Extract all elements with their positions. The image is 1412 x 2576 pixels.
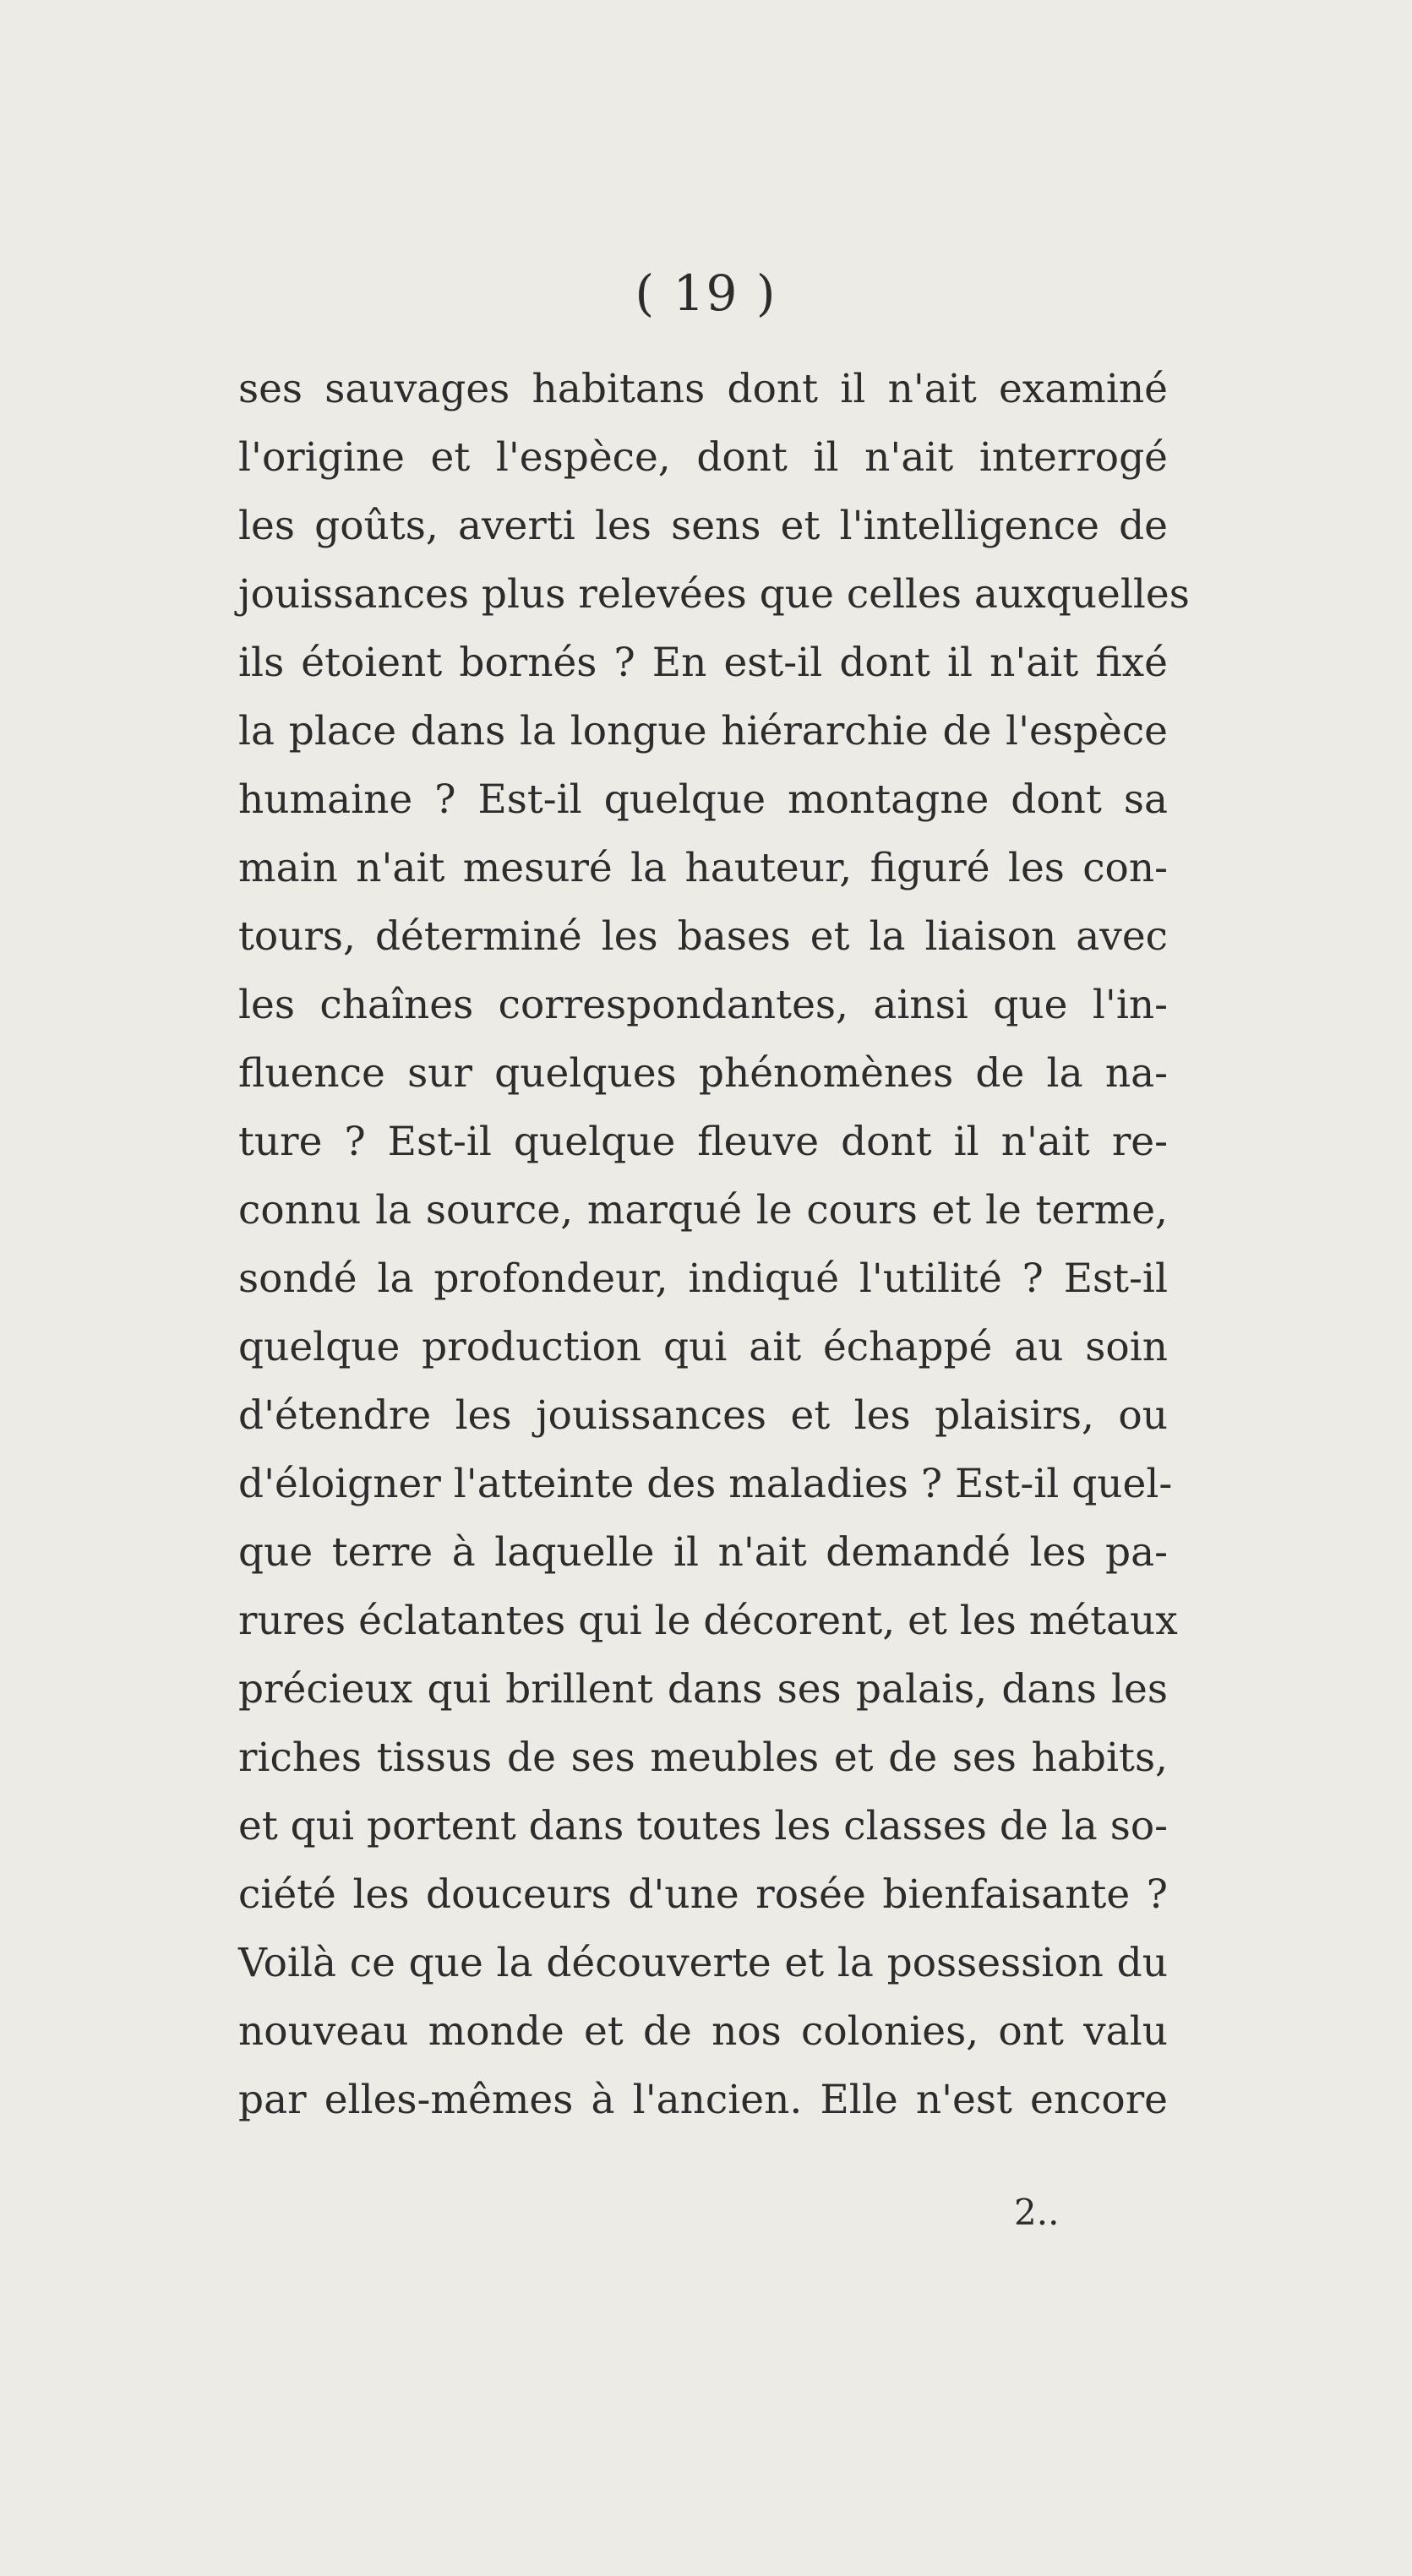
text-line: l'origine et l'espèce, dont il n'ait interrogé [238, 434, 1168, 481]
page-number: ( 19 ) [635, 264, 777, 322]
text-line: jouissances plus relevées que celles auxquelles [238, 571, 1190, 618]
text-line: humaine ? Est-il quelque montagne dont sa [238, 776, 1168, 823]
text-line: fluence sur quelques phénomènes de la na- [238, 1050, 1168, 1097]
text-line: Voilà ce que la découverte et la possession du [238, 1940, 1168, 1986]
text-line: main n'ait mesuré la hauteur, figuré les con- [238, 845, 1168, 891]
text-line: tours, déterminé les bases et la liaison avec [238, 913, 1168, 960]
body-text [238, 355, 1190, 2134]
text-line: nouveau monde et de nos colonies, ont valu [238, 2008, 1168, 2055]
text-line: les chaînes correspondantes, ainsi que l'in- [238, 982, 1168, 1028]
text-line: ture ? Est-il quelque fleuve dont il n'ait re- [238, 1119, 1168, 1165]
text-line: les goûts, averti les sens et l'intelligence de [238, 503, 1168, 549]
text-line: ses sauvages habitans dont il n'ait examiné [238, 366, 1168, 412]
text-line: ils étoient bornés ? En est-il dont il n'ait fixé [238, 640, 1168, 686]
text-line: sondé la profondeur, indiqué l'utilité ? Est-il [238, 1255, 1168, 1302]
text-line: connu la source, marqué le cours et le terme, [238, 1187, 1168, 1234]
text-line: riches tissus de ses meubles et de ses habits, [238, 1735, 1168, 1781]
text-line: par elles-mêmes à l'ancien. Elle n'est encore [238, 2077, 1168, 2123]
text-line: rures éclatantes qui le décorent, et les métaux [238, 1598, 1178, 1644]
text-line: la place dans la longue hiérarchie de l'espèce [238, 708, 1168, 754]
text-line: quelque production qui ait échappé au soin [238, 1324, 1168, 1370]
text-line: que terre à laquelle il n'ait demandé les pa- [238, 1529, 1168, 1576]
text-line: et qui portent dans toutes les classes de la so- [238, 1803, 1168, 1849]
text-line: ciété les douceurs d'une rosée bienfaisante ? [238, 1871, 1168, 1918]
text-line: d'éloigner l'atteinte des maladies ? Est-il quel- [238, 1461, 1173, 1507]
text-line: d'étendre les jouissances et les plaisirs, ou [238, 1392, 1168, 1439]
text-line: précieux qui brillent dans ses palais, dans les [238, 1666, 1168, 1713]
signature-mark: 2.. [1014, 2192, 1060, 2233]
